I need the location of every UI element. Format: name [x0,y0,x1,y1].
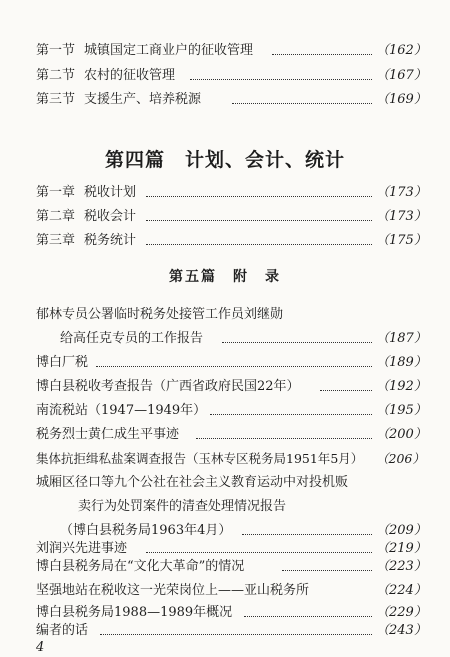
toc-entry-title: （博白县税务局1963年4月） [60,523,232,538]
toc-entry-page: （200） [376,427,427,442]
toc-entry-page: （209） [376,523,427,538]
toc-entry-title: 税收计划 [84,185,137,200]
leader-dots [242,534,372,535]
leader-dots [146,244,372,245]
toc-entry-page: （195） [376,403,427,418]
leader-dots [210,414,372,415]
toc-entry-appendix [0,604,450,622]
toc-entry-title: 集体抗拒缉私盐案调查报告（玉林专区税务局1951年5月） [36,451,364,466]
toc-entry-title: 编者的话 [36,623,89,638]
toc-entry-title: 城厢区径口等九个公社在社会主义教育运动中对投机贩 [36,475,349,490]
leader-dots [100,634,372,635]
toc-entry-appendix [0,352,450,374]
toc-entry-section-1 [0,40,450,62]
toc-entry-page: （192） [376,379,427,394]
toc-entry-section-3 [0,89,450,111]
toc-entry-appendix [0,304,450,326]
leader-dots [222,342,372,343]
toc-entry-title: 卖行为处罚案件的清查处理情况报告 [78,499,287,514]
leader-dots [146,220,372,221]
toc-entry-label: 第二节 [36,68,76,83]
toc-entry-label: 第一节 [36,43,76,58]
part4-heading: 第四篇 计划、会计、统计 [104,149,345,171]
toc-entry-title: 博白县税收考查报告（广西省政府民国22年） [36,379,300,394]
toc-entry-chapter-1 [0,182,450,204]
toc-entry-appendix [0,622,450,640]
leader-dots [320,390,372,391]
toc-entry-title: 刘润兴先进事迹 [36,541,128,556]
toc-entry-page: （162） [376,43,427,58]
toc-entry-page: （189） [376,355,427,370]
leader-dots [282,570,372,571]
toc-entry-page: （173） [376,209,427,224]
toc-entry-page: （224） [376,583,427,598]
toc-entry-title: 给高任克专员的工作报告 [60,331,204,346]
toc-entry-appendix [0,496,450,518]
toc-entry-title: 博白县税务局在“文化大革命”的情况 [36,559,245,574]
toc-entry-appendix [0,580,450,602]
leader-dots [244,616,372,617]
leader-dots [196,438,372,439]
toc-entry-page: （229） [376,605,427,620]
toc-entry-page: （187） [376,331,427,346]
toc-entry-title: 南流税站（1947—1949年） [36,403,207,418]
toc-entry-appendix [0,328,450,350]
toc-entry-label: 第三章 [36,233,76,248]
leader-dots [190,79,372,80]
toc-entry-appendix [0,556,450,578]
toc-entry-chapter-2 [0,206,450,228]
leader-dots [146,552,372,553]
toc-entry-appendix [0,472,450,494]
toc-entry-page: （223） [376,559,427,574]
toc-entry-title: 城镇国定工商业户的征收管理 [84,43,254,58]
leader-dots [232,103,372,104]
toc-entry-title: 博白厂税 [36,355,89,370]
toc-entry-title: 税收会计 [84,209,137,224]
toc-entry-page: （175） [376,233,427,248]
part5-heading: 第五篇 附 录 [169,269,281,285]
footer-page-number: 4 [36,640,45,655]
toc-entry-title: 税务统计 [84,233,137,248]
toc-entry-page: （167） [376,68,427,83]
leader-dots [96,366,372,367]
toc-entry-title: 郁林专员公署临时税务处接管工作员刘继勋 [36,307,284,322]
toc-entry-title: 农村的征收管理 [84,68,176,83]
leader-dots [146,196,372,197]
toc-entry-appendix [0,376,450,398]
toc-entry-page: （243） [376,623,427,638]
toc-entry-title: 坚强地站在税收这一光荣岗位上——亚山税务所 [36,583,310,598]
leader-dots [272,54,372,55]
toc-entry-title: 税务烈士黄仁成生平事迹 [36,427,180,442]
toc-entry-page: （219） [376,541,427,556]
toc-entry-appendix [0,400,450,422]
toc-entry-page: （206） [376,451,425,466]
toc-entry-appendix [0,448,450,470]
toc-entry-page: （173） [376,185,427,200]
toc-entry-page: （169） [376,92,427,107]
toc-entry-label: 第一章 [36,185,76,200]
toc-entry-section-2 [0,65,450,87]
toc-entry-label: 第二章 [36,209,76,224]
toc-entry-appendix [0,424,450,446]
toc-entry-chapter-3 [0,230,450,252]
toc-entry-title: 支援生产、培养税源 [84,92,202,107]
toc-entry-title: 博白县税务局1988—1989年概况 [36,605,233,620]
toc-entry-label: 第三节 [36,92,76,107]
